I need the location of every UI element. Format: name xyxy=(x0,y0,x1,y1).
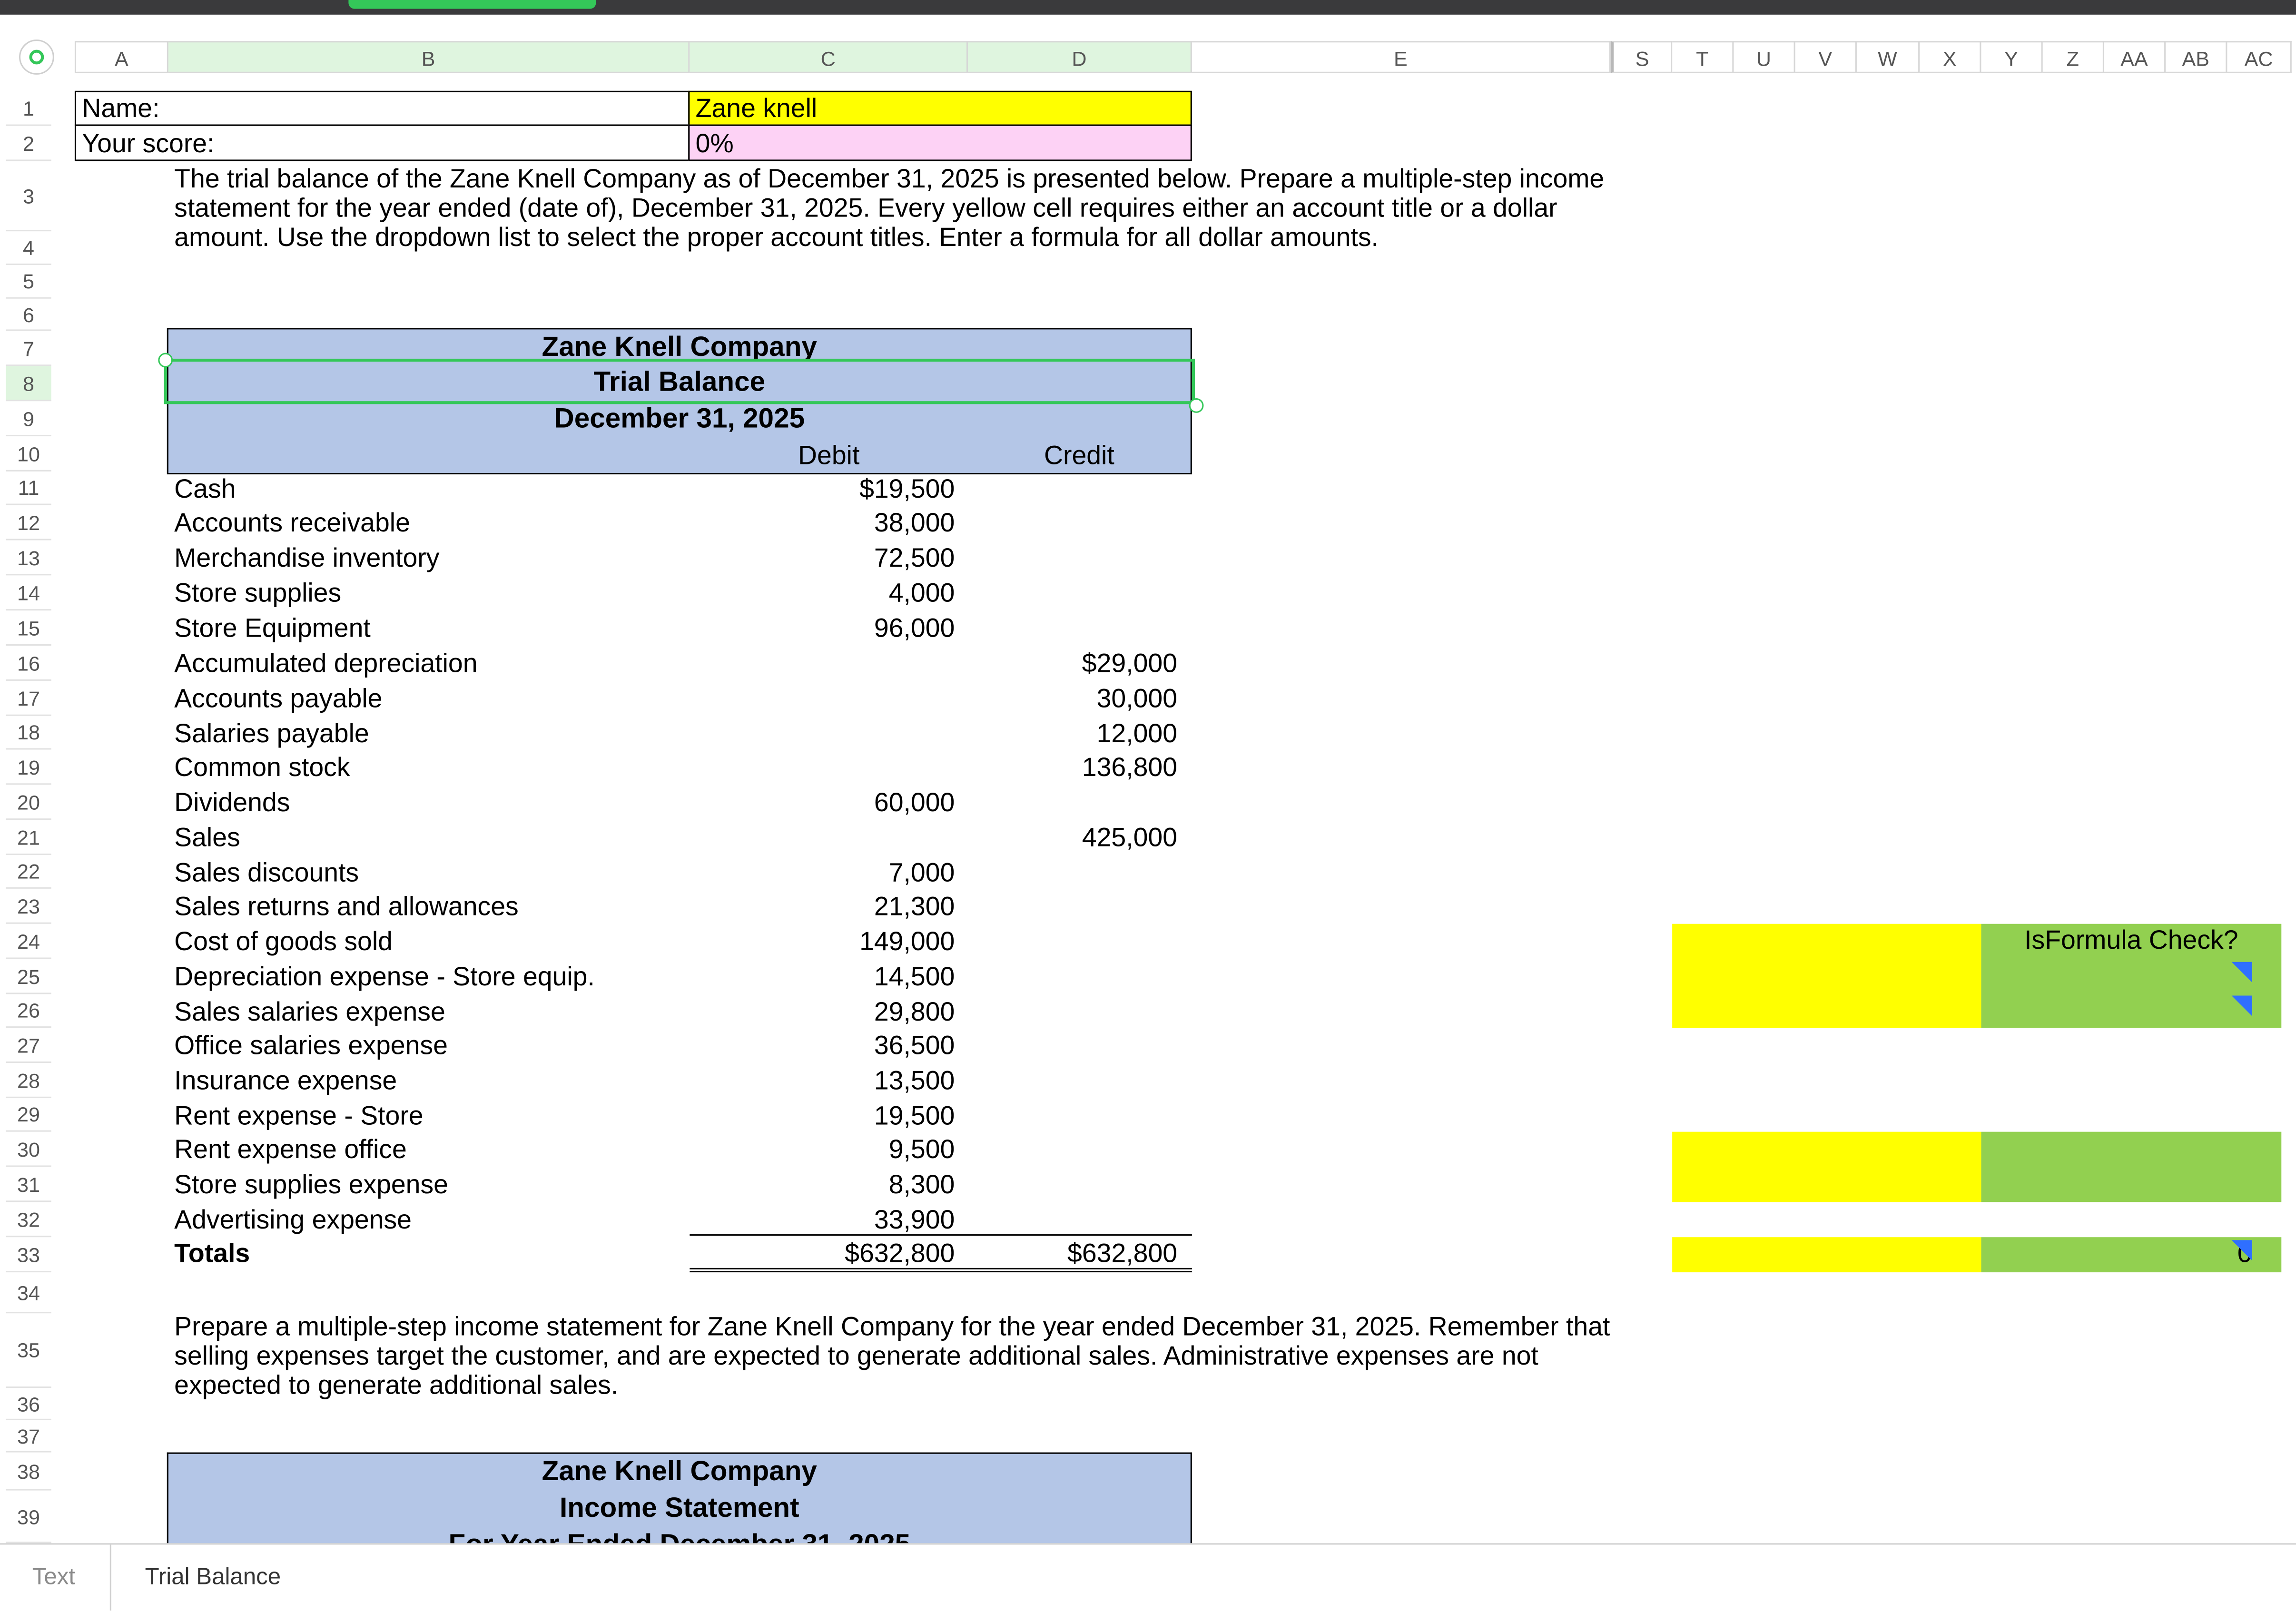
account-name[interactable]: Rent expense - Store xyxy=(174,1101,424,1130)
row-header[interactable]: 39 xyxy=(6,1491,51,1543)
credit-amount[interactable]: $29,000 xyxy=(1082,649,1178,678)
score-label: Your score: xyxy=(82,128,215,158)
debit-amount[interactable]: 33,900 xyxy=(874,1205,955,1235)
isformula-check-label: IsFormula Check? xyxy=(2024,925,2238,955)
selection-handle-end[interactable] xyxy=(1189,398,1204,413)
name-value: Zane knell xyxy=(695,93,818,123)
row-header[interactable]: 15 xyxy=(6,610,51,646)
income-instructions-text[interactable]: Prepare a multiple-step income statement for Zane Knell Company for the year ended December 31, 2025. Remember that selling expenses target the customer, and are expected to generate additional sales. Administrative expenses are not expected to generate additional sales. xyxy=(174,1312,1610,1400)
account-name[interactable]: Common stock xyxy=(174,752,350,782)
account-name[interactable]: Cost of goods sold xyxy=(174,926,393,956)
debit-amount[interactable]: 4,000 xyxy=(888,578,955,608)
row-header[interactable]: 34 xyxy=(6,1272,51,1313)
debit-amount[interactable]: 149,000 xyxy=(859,926,955,956)
credit-amount[interactable]: 12,000 xyxy=(1096,718,1178,748)
totals-top-border xyxy=(690,1234,1192,1236)
column-header[interactable]: B xyxy=(168,41,690,73)
column-header[interactable]: W xyxy=(1857,41,1920,73)
row-header[interactable]: 29 xyxy=(6,1098,51,1132)
row-header[interactable]: 16 xyxy=(6,646,51,681)
sheet-tab-trial-balance[interactable]: Trial Balance xyxy=(145,1565,281,1590)
row-header[interactable]: 1 xyxy=(6,91,51,126)
comment-indicator-icon[interactable] xyxy=(2232,1240,2252,1260)
account-name[interactable]: Depreciation expense - Store equip. xyxy=(174,962,595,992)
income-statement-header[interactable] xyxy=(167,1453,1192,1543)
row-header[interactable]: 7 xyxy=(6,331,51,366)
column-header[interactable]: A xyxy=(75,41,168,73)
comment-indicator-icon[interactable] xyxy=(2232,962,2252,983)
row-header[interactable]: 35 xyxy=(6,1313,51,1388)
instructions-text[interactable]: The trial balance of the Zane Knell Company as of December 31, 2025 is presented below. Prepare a multiple-step income statement for the year ended (date of), December 31, 2025. Every yellow cell requires either an account title or a dollar amount. Use the dropdown list to select the proper account titles. Enter a formula for all dollar amounts. xyxy=(174,164,1605,252)
account-name[interactable]: Dividends xyxy=(174,787,290,817)
yellow-check-block-3[interactable] xyxy=(1672,1237,1981,1272)
column-header[interactable]: AB xyxy=(2166,41,2227,73)
row-header[interactable]: 24 xyxy=(6,924,51,959)
account-name[interactable]: Accounts payable xyxy=(174,684,383,713)
tb-credit-header: Credit xyxy=(1044,441,1114,470)
tb-date: December 31, 2025 xyxy=(554,404,805,435)
row-header[interactable]: 32 xyxy=(6,1202,51,1237)
row-header[interactable]: 5 xyxy=(6,265,51,299)
column-header[interactable]: S xyxy=(1611,41,1672,73)
row-header[interactable]: 18 xyxy=(6,716,51,750)
row-header[interactable]: 12 xyxy=(6,505,51,541)
is-title: Income Statement xyxy=(560,1493,799,1524)
tab-separator xyxy=(110,1544,111,1610)
column-header[interactable]: U xyxy=(1734,41,1795,73)
title-bar xyxy=(0,0,2296,15)
debit-amount[interactable]: 13,500 xyxy=(874,1066,955,1095)
account-name[interactable]: Sales salaries expense xyxy=(174,997,445,1027)
column-header[interactable]: AC xyxy=(2227,41,2291,73)
row-header[interactable]: 2 xyxy=(6,126,51,161)
row-header[interactable]: 37 xyxy=(6,1420,51,1453)
account-name[interactable]: Office salaries expense xyxy=(174,1031,448,1060)
debit-amount[interactable]: 60,000 xyxy=(874,787,955,817)
debit-amount[interactable]: 9,500 xyxy=(888,1134,955,1164)
row-header[interactable]: 13 xyxy=(6,540,51,575)
tb-debit-header: Debit xyxy=(798,441,860,470)
debit-amount[interactable]: 72,500 xyxy=(874,543,955,573)
account-name[interactable]: Store Equipment xyxy=(174,613,371,643)
account-name[interactable]: Cash xyxy=(174,474,236,504)
account-name[interactable]: Advertising expense xyxy=(174,1205,412,1235)
debit-amount[interactable]: 7,000 xyxy=(888,858,955,887)
credit-amount[interactable]: 425,000 xyxy=(1082,823,1178,852)
column-header[interactable]: AA xyxy=(2104,41,2166,73)
totals-double-underline xyxy=(690,1268,1192,1272)
account-name[interactable]: Salaries payable xyxy=(174,718,369,748)
tb-title: Trial Balance xyxy=(593,367,766,398)
row-header[interactable]: 14 xyxy=(6,575,51,610)
account-name[interactable]: Sales xyxy=(174,823,240,852)
column-header[interactable]: X xyxy=(1920,41,1981,73)
row-header[interactable]: 36 xyxy=(6,1388,51,1420)
totals-label[interactable]: Totals xyxy=(174,1238,250,1268)
debit-amount[interactable]: 36,500 xyxy=(874,1031,955,1060)
row-header[interactable]: 11 xyxy=(6,472,51,505)
row-header[interactable]: 4 xyxy=(6,231,51,265)
column-header[interactable]: Z xyxy=(2043,41,2104,73)
total-credit[interactable]: $632,800 xyxy=(1067,1238,1178,1268)
sheet-tab-bar xyxy=(0,1543,2296,1612)
column-header[interactable]: D xyxy=(968,41,1192,73)
account-name[interactable]: Store supplies expense xyxy=(174,1170,449,1199)
name-input-cell[interactable] xyxy=(688,91,1192,126)
row-header[interactable]: 25 xyxy=(6,959,51,994)
name-label-cell[interactable] xyxy=(75,91,690,126)
account-name[interactable]: Insurance expense xyxy=(174,1066,397,1095)
row-header[interactable]: 31 xyxy=(6,1167,51,1202)
debit-amount[interactable]: 14,500 xyxy=(874,962,955,992)
account-name[interactable]: Sales returns and allowances xyxy=(174,892,519,921)
account-name[interactable]: Sales discounts xyxy=(174,858,359,887)
selection-handle-start[interactable] xyxy=(158,353,173,368)
toolbar-green-button[interactable] xyxy=(348,0,596,9)
credit-amount[interactable]: 30,000 xyxy=(1096,684,1178,713)
column-header[interactable]: T xyxy=(1672,41,1734,73)
green-check-block-3[interactable] xyxy=(1981,1237,2281,1272)
score-label-cell[interactable] xyxy=(75,125,690,161)
row-header[interactable]: 8 xyxy=(6,366,51,401)
account-name[interactable]: Accumulated depreciation xyxy=(174,649,478,678)
sheet-tab-text[interactable]: Text xyxy=(32,1565,75,1590)
row-header[interactable]: 10 xyxy=(6,436,51,472)
selection-range[interactable] xyxy=(164,359,1195,404)
total-debit[interactable]: $632,800 xyxy=(845,1238,955,1268)
debit-amount[interactable]: $19,500 xyxy=(859,474,955,504)
row33-check-value: 0 xyxy=(2237,1238,2252,1268)
row-header[interactable]: 38 xyxy=(6,1453,51,1491)
green-check-block-1[interactable] xyxy=(1981,924,2281,1028)
account-name[interactable]: Store supplies xyxy=(174,578,342,608)
score-value-cell[interactable] xyxy=(688,125,1192,161)
select-all-corner[interactable] xyxy=(19,39,54,75)
row-header[interactable]: 9 xyxy=(6,401,51,436)
row-header[interactable]: 21 xyxy=(6,820,51,855)
row-header[interactable]: 6 xyxy=(6,299,51,331)
account-name[interactable]: Rent expense office xyxy=(174,1134,407,1164)
column-header[interactable]: C xyxy=(690,41,968,73)
debit-amount[interactable]: 19,500 xyxy=(874,1101,955,1130)
row-header[interactable]: 19 xyxy=(6,750,51,785)
row-header[interactable]: 17 xyxy=(6,681,51,716)
debit-amount[interactable]: 8,300 xyxy=(888,1170,955,1199)
column-header[interactable]: V xyxy=(1795,41,1857,73)
row-header[interactable]: 23 xyxy=(6,889,51,924)
debit-amount[interactable]: 21,300 xyxy=(874,892,955,921)
row-header[interactable]: 33 xyxy=(6,1237,51,1272)
comment-indicator-icon[interactable] xyxy=(2232,995,2252,1016)
account-name[interactable]: Merchandise inventory xyxy=(174,543,440,573)
row-header[interactable]: 30 xyxy=(6,1132,51,1167)
row-header[interactable]: 22 xyxy=(6,855,51,889)
credit-amount[interactable]: 136,800 xyxy=(1082,752,1178,782)
score-value: 0% xyxy=(695,128,734,158)
row-header[interactable]: 3 xyxy=(6,161,51,231)
green-check-block-2[interactable] xyxy=(1981,1132,2281,1202)
debit-amount[interactable]: 38,000 xyxy=(874,508,955,538)
column-header[interactable]: E xyxy=(1192,41,1611,73)
debit-amount[interactable]: 96,000 xyxy=(874,613,955,643)
row-header[interactable]: 28 xyxy=(6,1063,51,1098)
yellow-check-block-1[interactable] xyxy=(1672,924,1981,1028)
debit-amount[interactable]: 29,800 xyxy=(874,997,955,1027)
row-header[interactable]: 26 xyxy=(6,994,51,1028)
yellow-check-block-2[interactable] xyxy=(1672,1132,1981,1202)
column-header[interactable]: Y xyxy=(1981,41,2042,73)
tb-company-name: Zane Knell Company xyxy=(542,332,817,364)
is-company-name: Zane Knell Company xyxy=(542,1456,817,1488)
account-name[interactable]: Accounts receivable xyxy=(174,508,410,538)
row-header[interactable]: 20 xyxy=(6,785,51,820)
name-label: Name: xyxy=(82,93,160,123)
row-header[interactable]: 27 xyxy=(6,1028,51,1063)
